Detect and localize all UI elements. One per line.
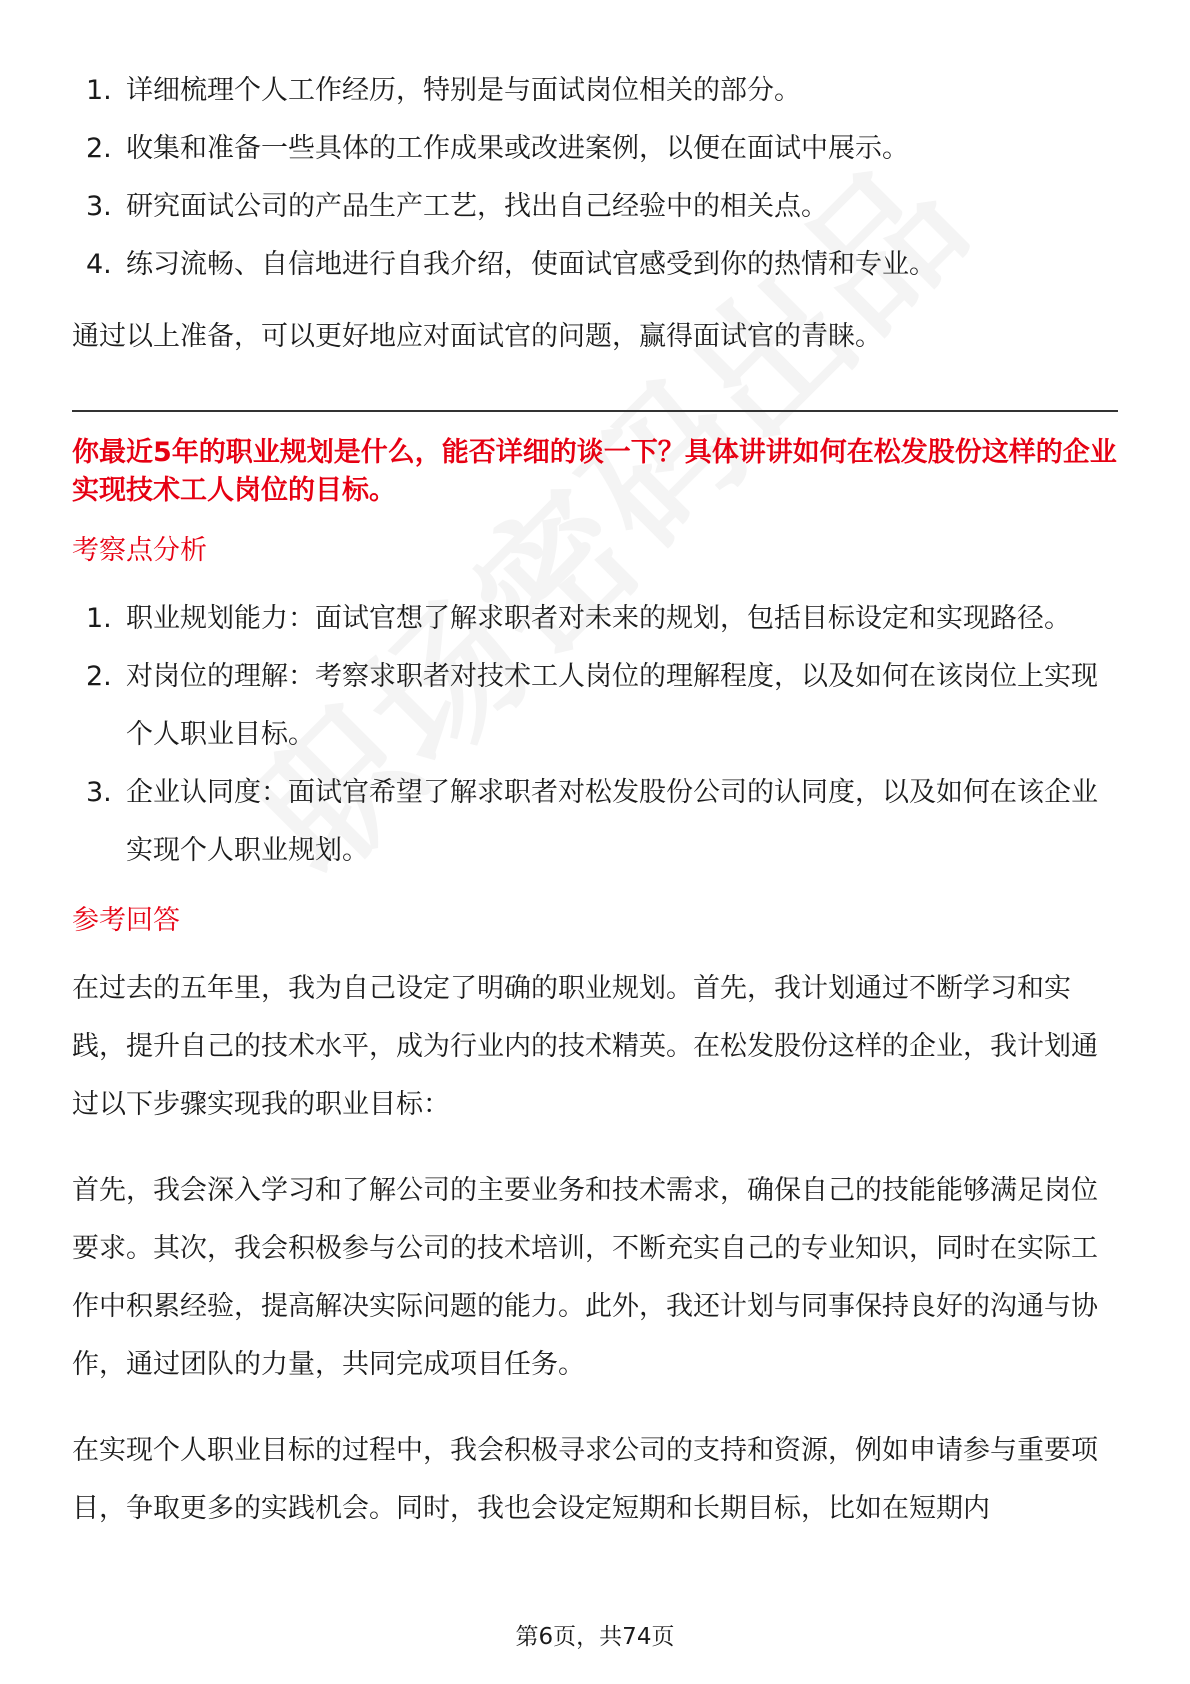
list-text: 收集和准备一些具体的工作成果或改进案例，以便在面试中展示。 xyxy=(126,133,909,164)
answer-paragraph: 在过去的五年里，我为自己设定了明确的职业规划。首先，我计划通过不断学习和实践，提升自己的技术水平，成为行业内的技术精英。在松发股份这样的企业，我计划通过以下步骤实现我的职业目标： xyxy=(72,973,1098,1120)
prep-summary: 通过以上准备，可以更好地应对面试官的问题，赢得面试官的青睐。 xyxy=(72,321,882,352)
answer-heading: 参考回答 xyxy=(72,905,180,936)
list-text: 练习流畅、自信地进行自我介绍，使面试官感受到你的热情和专业。 xyxy=(126,249,936,280)
list-item xyxy=(72,178,1118,236)
list-number: 2. xyxy=(86,661,112,692)
list-number: 4. xyxy=(86,249,112,280)
list-text: 对岗位的理解：考察求职者对技术工人岗位的理解程度，以及如何在该岗位上实现个人职业目标。 xyxy=(126,661,1098,750)
page-content xyxy=(72,62,1118,1538)
list-item xyxy=(72,590,1118,648)
analysis-heading: 考察点分析 xyxy=(72,535,207,566)
list-text: 研究面试公司的产品生产工艺，找出自己经验中的相关点。 xyxy=(126,191,828,222)
section-divider xyxy=(72,410,1118,412)
list-text: 详细梳理个人工作经历，特别是与面试岗位相关的部分。 xyxy=(126,75,801,106)
list-number: 1. xyxy=(86,75,112,106)
interview-question: 你最近5年的职业规划是什么，能否详细的谈一下？具体讲讲如何在松发股份这样的企业实现技术工人岗位的目标。 xyxy=(72,437,1117,506)
list-item xyxy=(72,764,1118,880)
analysis-list xyxy=(72,590,1118,880)
list-number: 3. xyxy=(86,191,112,222)
list-item xyxy=(72,236,1118,294)
list-text: 职业规划能力：面试官想了解求职者对未来的规划，包括目标设定和实现路径。 xyxy=(126,603,1071,634)
list-number: 3. xyxy=(86,777,112,808)
list-item xyxy=(72,648,1118,764)
page-footer: 第6页，共74页 xyxy=(515,1624,675,1650)
list-number: 2. xyxy=(86,133,112,164)
answer-paragraph: 在实现个人职业目标的过程中，我会积极寻求公司的支持和资源，例如申请参与重要项目，争取更多的实践机会。同时，我也会设定短期和长期目标，比如在短期内 xyxy=(72,1435,1098,1524)
list-item xyxy=(72,120,1118,178)
list-number: 1. xyxy=(86,603,112,634)
list-item xyxy=(72,62,1118,120)
list-text: 企业认同度：面试官希望了解求职者对松发股份公司的认同度，以及如何在该企业实现个人职业规划。 xyxy=(126,777,1098,866)
prep-list xyxy=(72,62,1118,294)
answer-paragraph: 首先，我会深入学习和了解公司的主要业务和技术需求，确保自己的技能能够满足岗位要求。其次，我会积极参与公司的技术培训，不断充实自己的专业知识，同时在实际工作中积累经验，提高解决实际问题的能力。此外，我还计划与同事保持良好的沟通与协作，通过团队的力量，共同完成项目任务。 xyxy=(72,1175,1098,1380)
